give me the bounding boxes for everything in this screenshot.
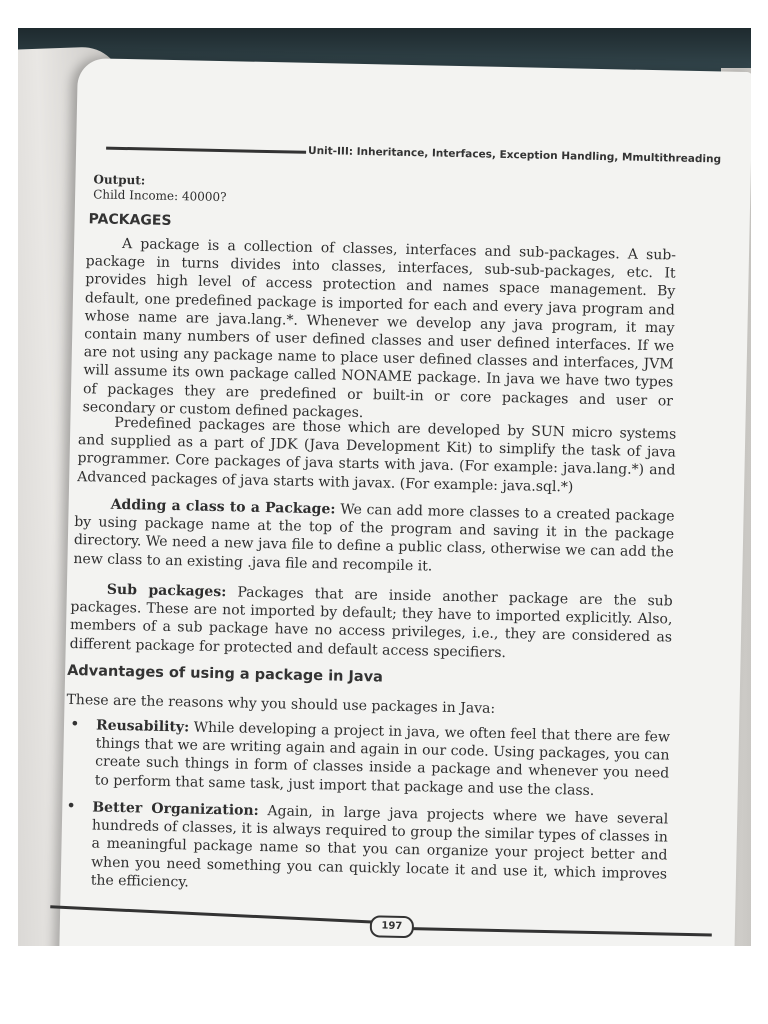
reusability-text: While developing a project in java, we often feel that there are few things that we are writing again and again in our code. Using packages, you can create such things in form of classes inside a package and whenever you need to perform that same task, just import that package and use the class. [94, 719, 671, 799]
paragraph-predefined: Predefined packages are those which are developed by SUN micro systems and supplied as a part of JDK (Java Development Kit) to simplify the task of java programmer. Core packages of java starts with java. (For example: java.lang.*) and Advanced packages of java starts with javax. (For example: java.sql.*) [77, 414, 677, 496]
page-number: 197 [370, 915, 414, 938]
running-header: Unit-III: Inheritance, Interfaces, Exception Handling, Mmultithreading [307, 144, 722, 166]
paragraph-adding-class [73, 495, 674, 580]
bullet-2-marker: • [66, 795, 76, 816]
header-rule [106, 147, 306, 154]
book-photo [18, 28, 751, 946]
paragraph-sub-packages [70, 580, 673, 665]
advantages-title: Advantages of using a package in Java [66, 662, 384, 686]
output-value: Child Income: 40000? [93, 187, 227, 205]
bullet-better-organization [91, 798, 669, 901]
sub-packages-lead: Sub packages: [106, 581, 227, 601]
sub-packages-text: Packages that are inside another package are the sub packages. These are not imported by default; they have to imported explicitly. Also, members of a sub package have no access privileges, i.e., they are considered as different package for protected and default access specifiers. [69, 584, 673, 661]
bullet-reusability [95, 717, 670, 802]
better-organization-lead: Better Organization: [92, 799, 259, 819]
adding-class-text: We can add more classes to a created package by using package name at the top of the program and saving it in the package directory. We need a new java file to define a public class, otherwise we can add the new class to an existing .java file and recompile it. [73, 501, 675, 575]
advantages-intro: These are the reasons why you should use packages in Java: [66, 691, 496, 717]
footer-rule-right [412, 927, 712, 936]
paragraph-packages-intro: A package is a collection of classes, interfaces and sub-packages. A sub-package in turns divides into classes, interfaces, sub-sub-packages, etc. It provides high level of access protection and names space management. By default, one predefined package is imported for each and every java program and whose name are java.lang.*. Whenever we develop any java program, it may contain many numbers of user defined classes and user defined interfaces. If we are not using any package name to place user defined classes and interfaces, JVM will assume its own package called NONAME package. In java we have two types of packages they are predefined or built-in or core packages and user or secondary or custom defined packages. [82, 235, 677, 421]
output-label: Output: [93, 172, 146, 188]
adding-class-lead: Adding a class to a Package: [110, 496, 336, 518]
reusability-lead: Reusability: [95, 717, 190, 736]
bullet-1-marker: • [69, 713, 80, 734]
better-organization-text: Again, in large java projects where we have several hundreds of classes, it is always required to group the similar types of classes in a meaningful package name so that you can organize your project better and when you need something you can quickly locate it and use it, which improves the efficiency. [90, 802, 669, 891]
book-page [59, 58, 751, 946]
section-title: PACKAGES [88, 211, 172, 229]
footer-rule-left [50, 905, 380, 924]
